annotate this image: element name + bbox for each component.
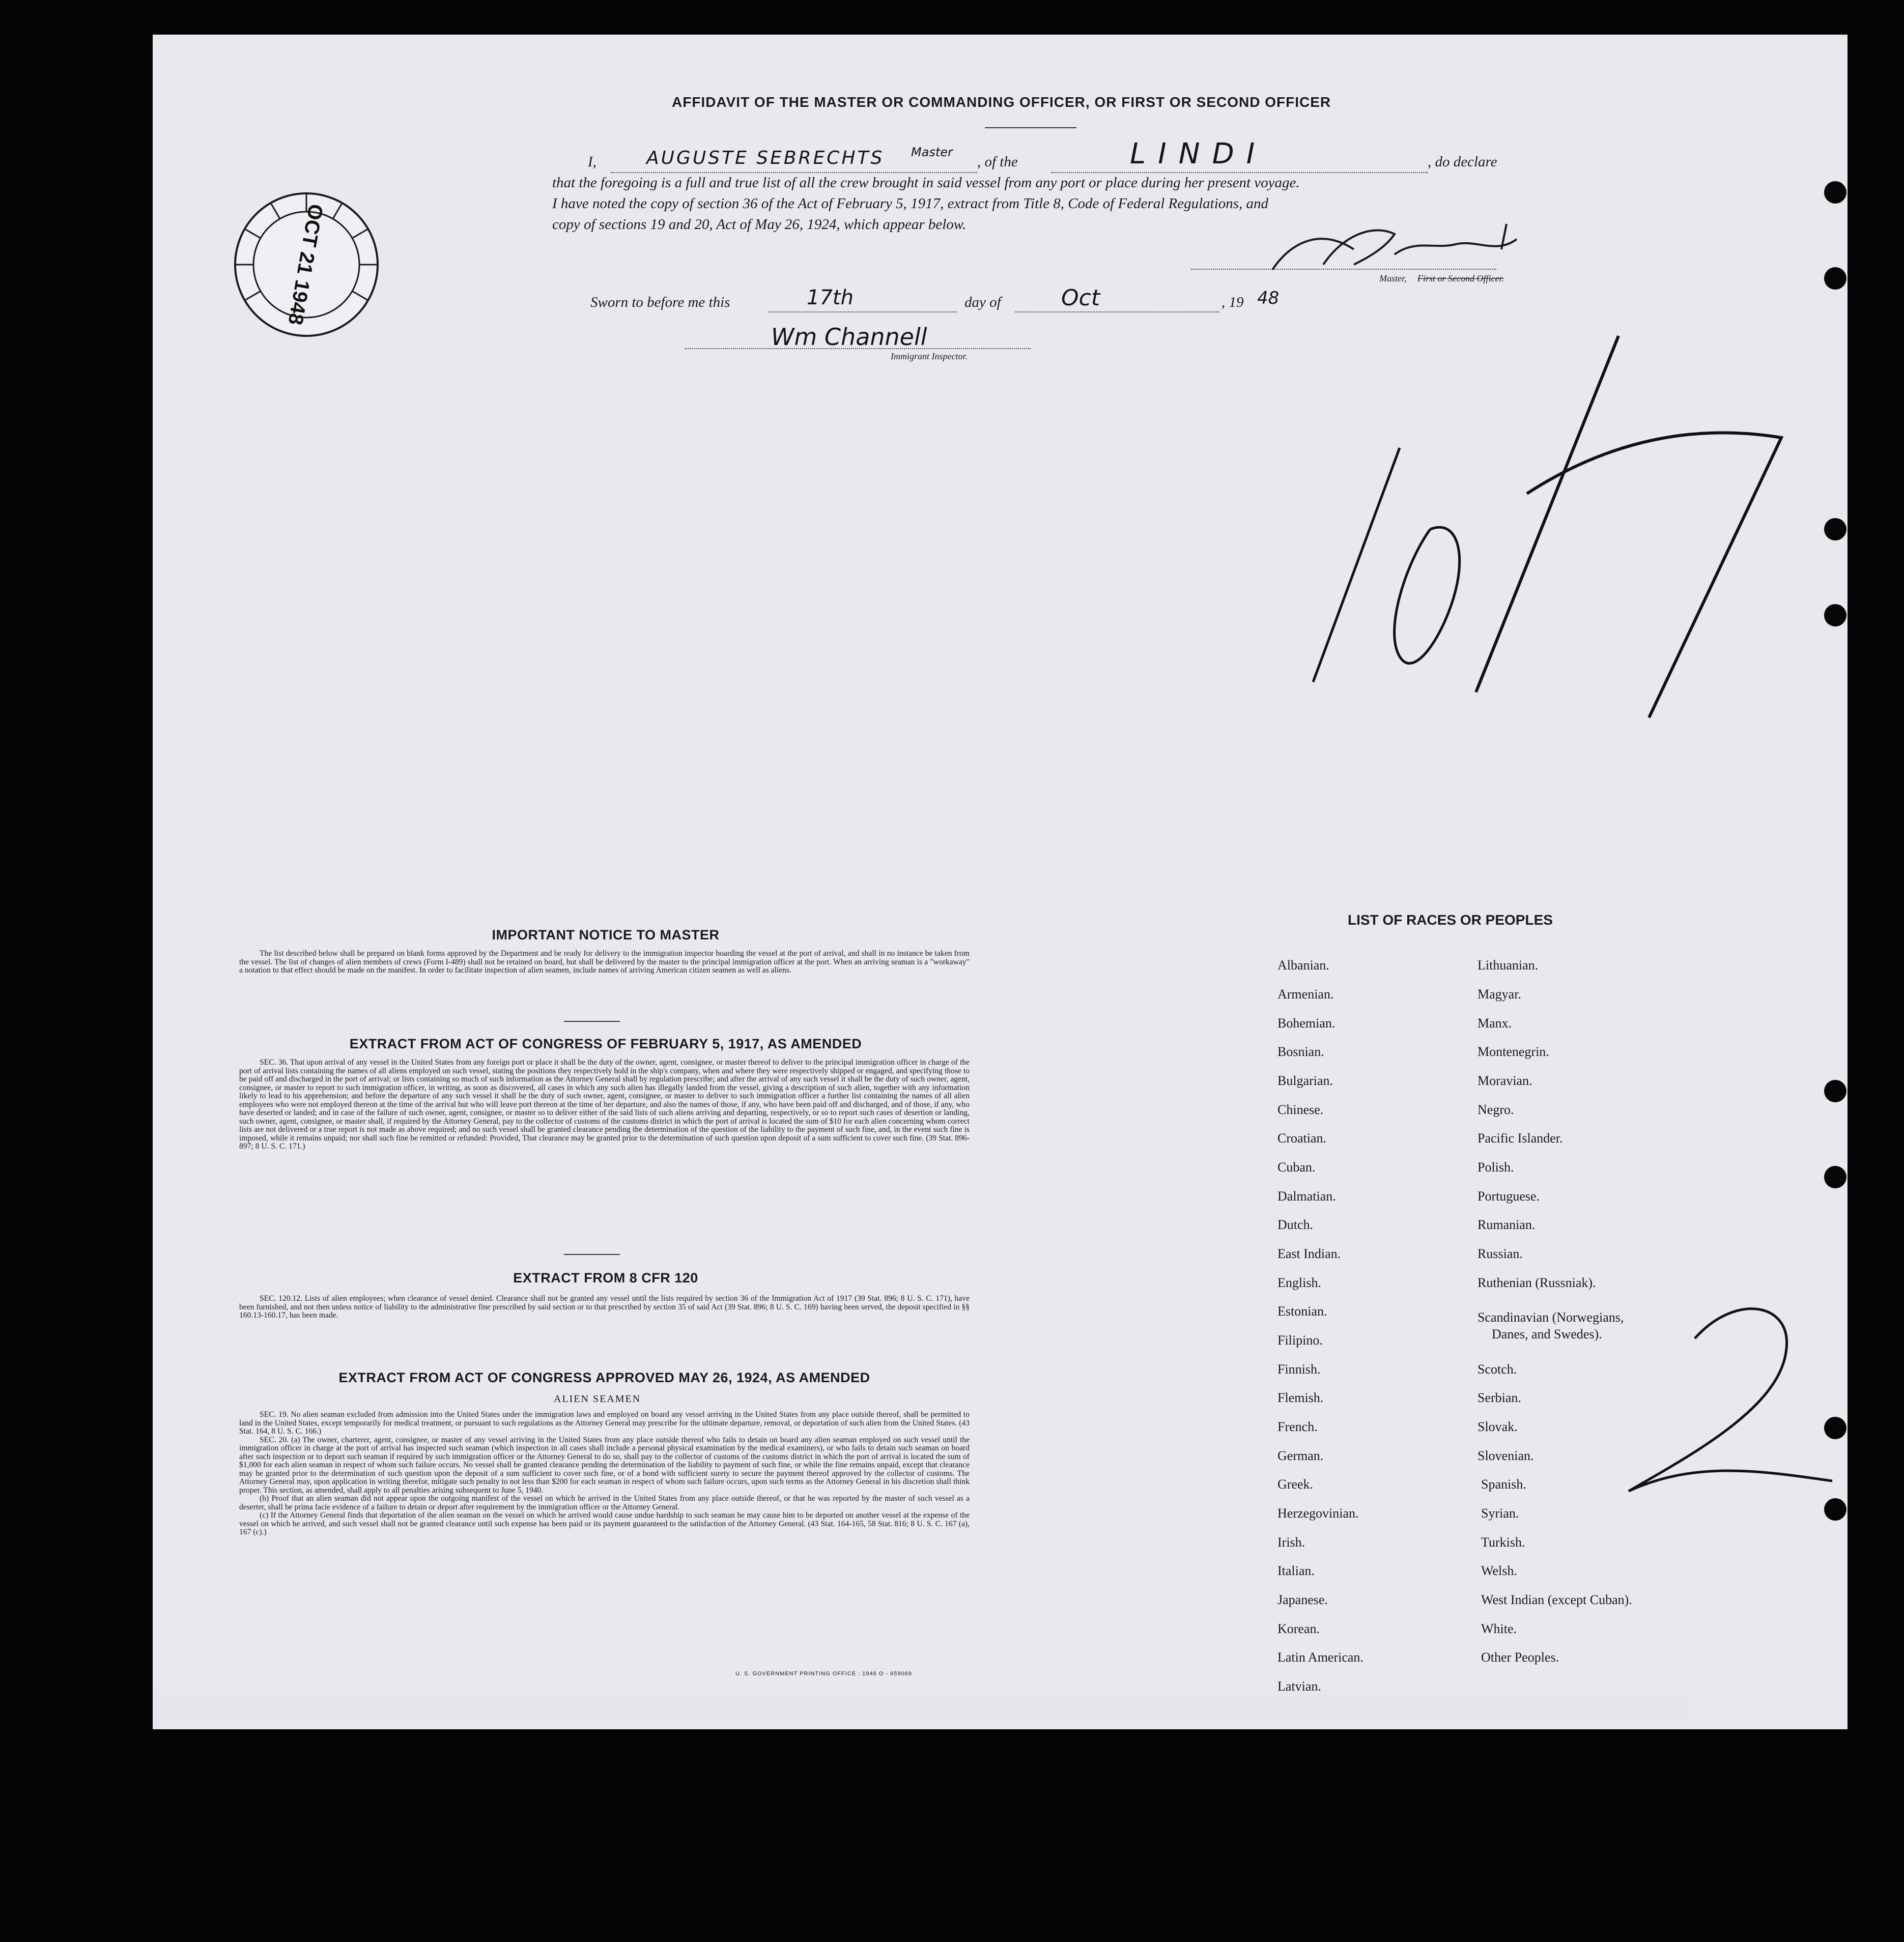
port-date-stamp xyxy=(230,188,383,341)
race-item: Irish. xyxy=(1277,1535,1305,1550)
race-item: Italian. xyxy=(1277,1563,1315,1578)
master-signature-line xyxy=(1191,269,1496,270)
race-item: Moravian. xyxy=(1477,1073,1532,1088)
race-item: Scotch. xyxy=(1477,1362,1517,1377)
races-title: LIST OF RACES OR PEOPLES xyxy=(1348,912,1553,928)
race-item: Rumanian. xyxy=(1477,1217,1536,1232)
notice-paragraph: The list described below shall be prepared on blank forms approved by the Department and be ready for delivery to the immigration inspector boarding the vessel at the port of arrival, and shall in no instance be taken from the vessel. The list of changes of alien members of crews (Form I-489) shall not be retained on board, but shall be delivered by the master to the principal immigration officer at the port. When an arriving seaman is a "workaway" a notation to that effect should be made on the manifest. In order to facilitate inspection of alien seamen, include names of arriving American citizen seamen as well as aliens. xyxy=(239,949,970,975)
race-item: Dutch. xyxy=(1277,1217,1314,1232)
affidavit-line1-prefix: I, xyxy=(588,154,596,170)
race-item: Chinese. xyxy=(1277,1102,1324,1117)
extract-1924-body xyxy=(239,1411,970,1537)
race-item: Dalmatian. xyxy=(1277,1189,1336,1204)
race-item: Slovenian. xyxy=(1477,1448,1534,1463)
signature-label-master: Master, xyxy=(1379,273,1407,283)
race-item: Bulgarian. xyxy=(1277,1073,1333,1088)
punch-hole xyxy=(1824,181,1846,204)
race-item: Bosnian. xyxy=(1277,1044,1324,1059)
vessel-name: LINDI xyxy=(1130,137,1267,170)
race-item: Albanian. xyxy=(1277,958,1329,973)
extract-1924-subtitle: ALIEN SEAMEN xyxy=(554,1393,641,1405)
inspector-signature: Wm Channell xyxy=(771,323,927,351)
race-item: Japanese. xyxy=(1277,1592,1328,1607)
race-item: East Indian. xyxy=(1277,1246,1341,1261)
race-item: Scandinavian (Norwegians, xyxy=(1477,1310,1624,1325)
stamp-date: OCT 21 1948 xyxy=(283,202,327,327)
race-item: Herzegovinian. xyxy=(1277,1506,1359,1521)
extract-1924-sec20a: SEC. 20. (a) The owner, charterer, agent, consignee, or master of any vessel arriving in the United States from any place outside thereof who fails to detain on board any alien seaman employed on such vessel until the immigration officer in charge at the port of arrival has inspected such seaman (which inspection in all cases shall include a personal physical examination by the medical examiners), or who fails to detain such seaman on board after such inspection or to deport such seaman if required by such immigration officer or the Attorney General to do so, shall pay to the collector of customs of the customs district in which the port of arrival is located the sum of $1,000 for each alien seaman in respect of whom such failure occurs. No vessel shall be granted clearance pending the determination of the liability to payment of such fine, or while the fine remains unpaid, except that clearance may be granted prior to the determination of such question upon the deposit of a sum sufficient to cover such fine, or of a bond with sufficient surety to secure the payment thereof approved by the collector of customs. The Attorney General may, upon application in writing therefor, mitigate such penalty to not less than $200 for each seaman in respect of whom such failure occurs, upon such terms as the Attorney General in his discretion shall think proper. This section, as amended, shall apply to all penalties arising subsequent to June 5, 1940. xyxy=(239,1435,970,1495)
race-item: Montenegrin. xyxy=(1477,1044,1549,1059)
race-item: Korean. xyxy=(1277,1621,1320,1636)
race-item: Spanish. xyxy=(1481,1477,1526,1492)
inspector-signature-line xyxy=(685,348,1031,349)
race-item: Filipino. xyxy=(1277,1333,1323,1348)
affidavit-title: AFFIDAVIT OF THE MASTER OR COMMANDING OFFICER, OR FIRST OR SECOND OFFICER xyxy=(672,94,1331,110)
handwritten-number-1017 xyxy=(1262,326,1853,728)
race-item: Portuguese. xyxy=(1477,1189,1540,1204)
race-item: Serbian. xyxy=(1477,1390,1521,1405)
sworn-day-of: day of xyxy=(964,294,1001,310)
race-item: Russian. xyxy=(1477,1246,1523,1261)
race-item: Greek. xyxy=(1277,1477,1314,1492)
race-item: Turkish. xyxy=(1481,1535,1525,1550)
handwritten-number-text xyxy=(1374,519,1376,520)
sworn-day-dots xyxy=(769,311,957,312)
race-item: Cuban. xyxy=(1277,1160,1316,1175)
race-item: Latin American. xyxy=(1277,1650,1363,1665)
master-name: AUGUSTE SEBRECHTS xyxy=(646,148,885,168)
race-item: Ruthenian (Russniak). xyxy=(1477,1275,1596,1290)
gpo-imprint: U. S. GOVERNMENT PRINTING OFFICE : 1946 O - 659069 xyxy=(735,1671,912,1677)
affidavit-line2: that the foregoing is a full and true list of all the crew brought in said vessel from any port or place during her present voyage. xyxy=(552,175,1300,191)
race-item: Syrian. xyxy=(1481,1506,1519,1521)
extract-cfr-body xyxy=(239,1295,970,1320)
sworn-year: 48 xyxy=(1257,288,1280,308)
race-item: White. xyxy=(1481,1621,1517,1636)
race-item: Welsh. xyxy=(1481,1563,1517,1578)
notice-body xyxy=(239,950,970,975)
race-item: Danes, and Swedes). xyxy=(1492,1327,1602,1341)
extract-1917-title: EXTRACT FROM ACT OF CONGRESS OF FEBRUARY 5, 1917, AS AMENDED xyxy=(349,1036,862,1051)
extract-1924-sec20b: (b) Proof that an alien seaman did not appear upon the outgoing manifest of the vessel on which he arrived in the United States from any place outside thereof, or that he was reported by the master of such vessel as a deserter, shall be prima facie evidence of a failure to detain or deport after requirement by the immigration officer or the Attorney General. xyxy=(239,1494,970,1511)
affidavit-line4: copy of sections 19 and 20, Act of May 26, 1924, which appear below. xyxy=(552,216,967,233)
affidavit-line1-middle: , of the xyxy=(977,154,1018,170)
document-sheet-lower xyxy=(153,1690,1690,1728)
signature-label-struck: First or Second Officer. xyxy=(1417,273,1504,283)
race-item: Negro. xyxy=(1477,1102,1514,1117)
extract-1924-sec19: SEC. 19. No alien seaman excluded from admission into the United States under the immigration laws and employed on board any vessel arriving in the United States from any place outside thereof, shall be permitted to land in the United States, except temporarily for medical treatment, or pursuant to such regulations as the Attorney General may prescribe for the ultimate departure, removal, or deportation of such alien from the United States. (43 Stat. 164, 8 U. S. C. 166.) xyxy=(239,1410,970,1436)
race-item: Lithuanian. xyxy=(1477,958,1539,973)
race-item: Polish. xyxy=(1477,1160,1514,1175)
race-item: Manx. xyxy=(1477,1016,1512,1031)
affidavit-line3: I have noted the copy of section 36 of the Act of February 5, 1917, extract from Title 8, Code of Federal Regulations, and xyxy=(552,195,1269,212)
affidavit-line1-suffix: , do declare xyxy=(1428,154,1497,170)
master-name-dots xyxy=(611,172,977,173)
master-signature xyxy=(1262,219,1547,280)
race-item: Other Peoples. xyxy=(1481,1650,1559,1665)
race-item: English. xyxy=(1277,1275,1321,1290)
extract-1924-title: EXTRACT FROM ACT OF CONGRESS APPROVED MAY 26, 1924, AS AMENDED xyxy=(338,1370,870,1385)
inspector-label: Immigrant Inspector. xyxy=(891,351,968,361)
sworn-month: Oct xyxy=(1061,285,1100,311)
title-divider xyxy=(985,127,1076,128)
race-item: West Indian (except Cuban). xyxy=(1481,1592,1632,1607)
race-item: Latvian. xyxy=(1277,1679,1321,1694)
punch-hole xyxy=(1824,267,1846,290)
race-item: Armenian. xyxy=(1277,987,1334,1002)
sworn-day: 17th xyxy=(807,286,854,309)
race-item: Flemish. xyxy=(1277,1390,1324,1405)
race-item: Estonian. xyxy=(1277,1304,1327,1319)
extract-cfr-paragraph: SEC. 120.12. Lists of alien employees; when clearance of vessel denied. Clearance shall not be granted any vessel until the lists required by section 36 of the Immigration Act of 1917 (39 Stat. 896; 8 U. S. C. 171), have been furnished, and not then unless notice of liability to the administrative fine prescribed by said section or to that prescribed by section 35 of said Act (39 Stat. 896; 8 U. S. C. 169) having been served, the deposit specified in §§ 160.13-160.17, has been made. xyxy=(239,1294,970,1320)
race-item: Bohemian. xyxy=(1277,1016,1335,1031)
punch-hole xyxy=(1824,1080,1846,1102)
vessel-name-dots xyxy=(1051,172,1428,173)
extract-1917-paragraph: SEC. 36. That upon arrival of any vessel in the United States from any foreign port or place it shall be the duty of the owner, agent, consignee, or master thereof to deliver to the principal immigration officer in charge of the port of arrival lists containing the names of all aliens employed on such vessel, stating the positions they respectively hold in the ship's company, when and where they were respectively shipped or engaged, and specifying those to be paid off and discharged in the port of arrival; or lists containing so much of such information as the Attorney General shall by regulation prescribe; and after the arrival of any such vessel it shall be the duty of such owner, agent, consignee, or master to report to such immigration officer, in writing, as soon as discovered, all cases in which any such alien has illegally landed from the vessel, giving a description of such alien, together with any information likely to lead to his apprehension; and before the departure of any such vessel it shall be the duty of such owner, agent, consignee, or master to deliver to such immigration officer a further list containing the names of all alien employees who were not employed thereon at the time of the arrival but who will leave port thereon at the time of her departure, and also the names of those, if any, who have been paid off and discharged, and of those, if any, who have deserted or landed; and in case of the failure of such owner, agent, consignee, or master so to deliver either of the said lists of such aliens arriving and departing, respectively, or so to report such cases of desertion or landing, such owner, agent, consignee, or master shall, if required by the Attorney General, pay to the collector of customs of the customs district in which the port of arrival is located the sum of $10 for each alien concerning whom correct lists are not delivered or a true report is not made as above required; and no such vessel shall be granted clearance pending the determination of the question of the liability to the payment of such fine, and, in the event such fine is imposed, while it remains unpaid; nor shall such fine be remitted or refunded: Provided, That clearance may be granted prior to the determination of such question upon deposit of a sum sufficient to cover such fine. (39 Stat. 896-897; 8 U. S. C. 171.) xyxy=(239,1058,970,1151)
sworn-prefix: Sworn to before me this xyxy=(590,294,730,310)
notice-divider xyxy=(564,1021,620,1022)
race-item: Slovak. xyxy=(1477,1419,1518,1434)
sworn-month-dots xyxy=(1015,311,1219,312)
race-item: Croatian. xyxy=(1277,1131,1327,1146)
race-item: Finnish. xyxy=(1277,1362,1321,1377)
handwritten-sheet-number xyxy=(1618,1293,1842,1506)
race-item: Pacific Islander. xyxy=(1477,1131,1563,1146)
extract-1924-sec20c: (c) If the Attorney General finds that deportation of the alien seaman on the vessel on which he arrived would cause undue hardship to such seaman he may cause him to be deported on another vessel at the expense of the vessel on which he arrived, and such vessel shall not be granted clearance until such expense has been paid or its payment guaranteed to the satisfaction of the Attorney General. (43 Stat. 164-165, 58 Stat. 816; 8 U. S. C. 167 (a), 167 (c).) xyxy=(239,1511,970,1536)
notice-title: IMPORTANT NOTICE TO MASTER xyxy=(492,927,720,943)
punch-hole xyxy=(1824,1166,1846,1188)
sworn-year-prefix: , 19 xyxy=(1221,294,1244,310)
race-item: French. xyxy=(1277,1419,1318,1434)
master-role-note: Master xyxy=(911,145,953,159)
extract-1917-body xyxy=(239,1059,970,1151)
extract-cfr-title: EXTRACT FROM 8 CFR 120 xyxy=(513,1270,698,1286)
extract-1917-divider xyxy=(564,1254,620,1255)
race-item: Magyar. xyxy=(1477,987,1521,1002)
race-item: German. xyxy=(1277,1448,1324,1463)
